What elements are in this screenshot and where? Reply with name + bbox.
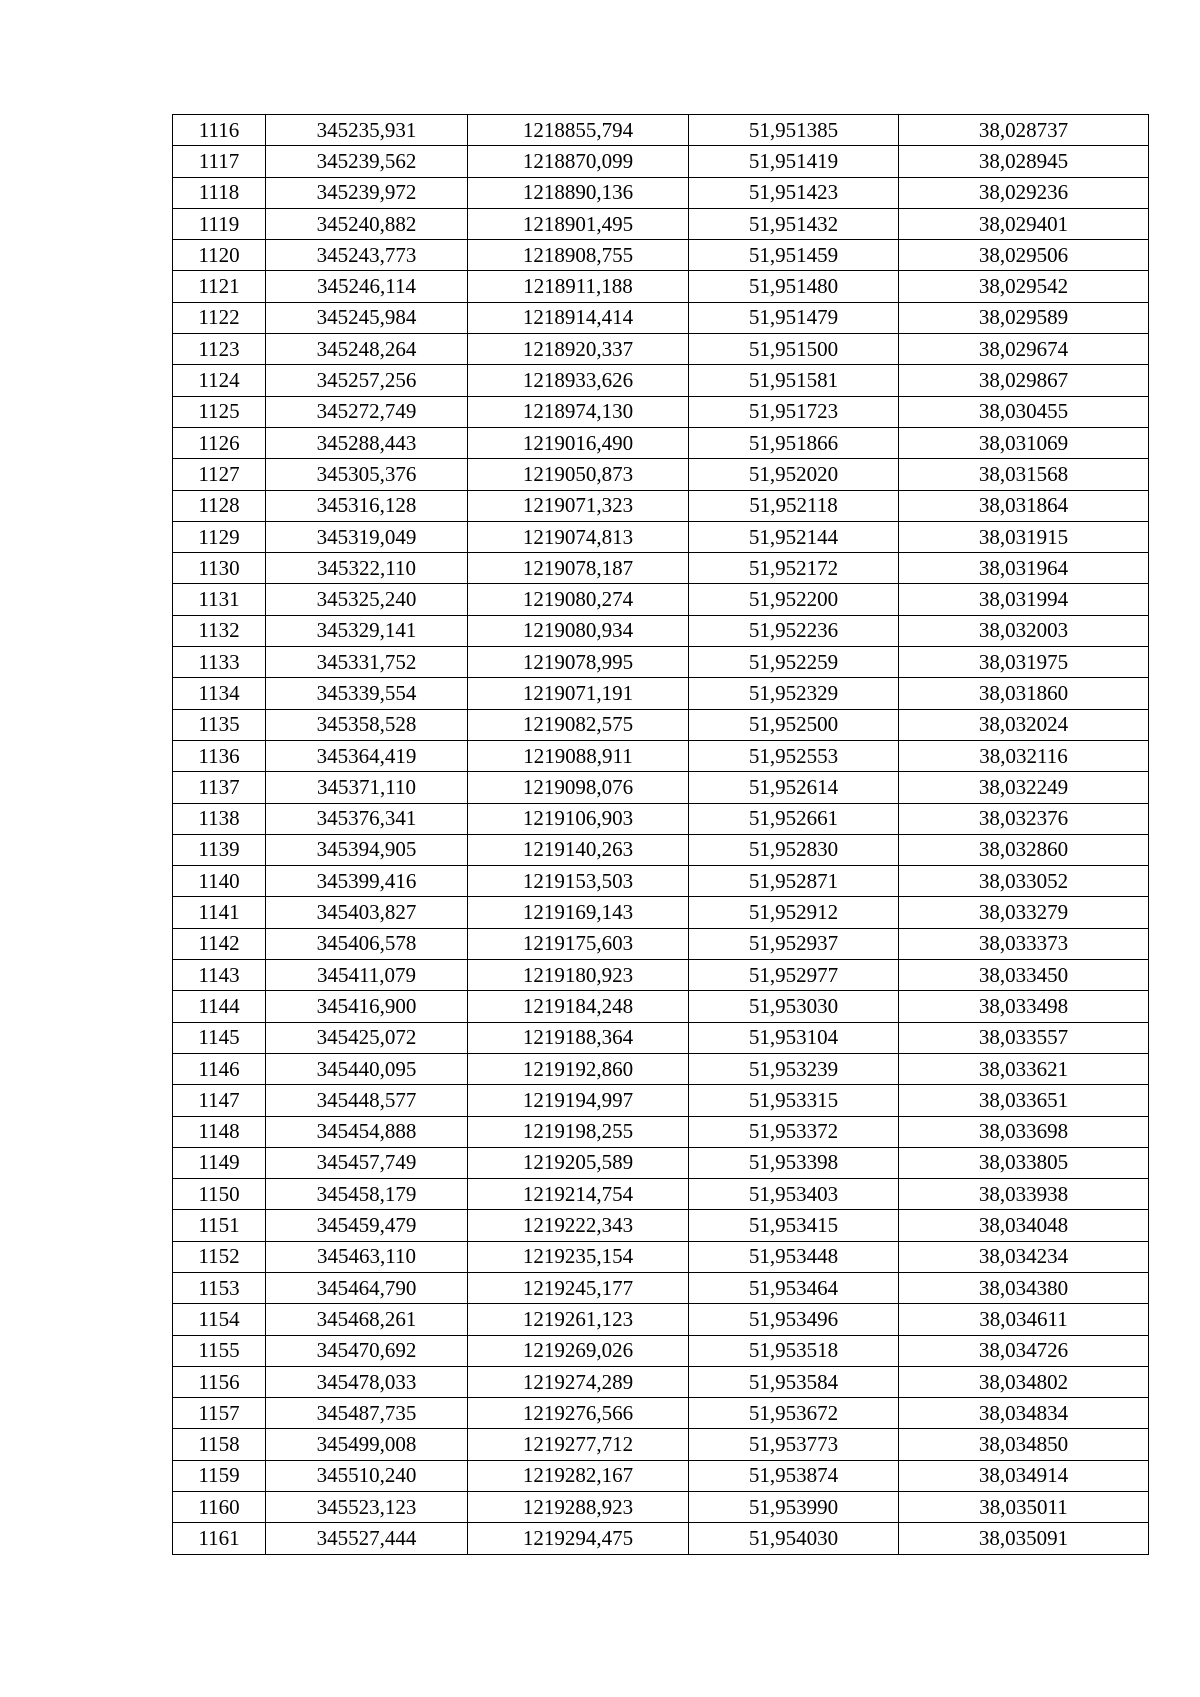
point-number-cell: 1131 xyxy=(173,584,266,615)
longitude-cell: 38,033651 xyxy=(899,1085,1149,1116)
table-row xyxy=(173,1241,1149,1272)
table-row xyxy=(173,834,1149,865)
table-row xyxy=(173,521,1149,552)
point-number-cell: 1147 xyxy=(173,1085,266,1116)
y-coordinate-cell: 1219222,343 xyxy=(468,1210,689,1241)
y-coordinate-cell: 1219277,712 xyxy=(468,1429,689,1460)
y-coordinate-cell: 1219261,123 xyxy=(468,1304,689,1335)
table-row xyxy=(173,1053,1149,1084)
table-row xyxy=(173,1398,1149,1429)
x-coordinate-cell: 345329,141 xyxy=(266,615,468,646)
longitude-cell: 38,034834 xyxy=(899,1398,1149,1429)
coordinates-table-body xyxy=(173,115,1149,1555)
x-coordinate-cell: 345406,578 xyxy=(266,928,468,959)
longitude-cell: 38,032376 xyxy=(899,803,1149,834)
x-coordinate-cell: 345499,008 xyxy=(266,1429,468,1460)
latitude-cell: 51,951480 xyxy=(689,271,899,302)
latitude-cell: 51,951423 xyxy=(689,177,899,208)
latitude-cell: 51,951385 xyxy=(689,115,899,146)
longitude-cell: 38,031915 xyxy=(899,521,1149,552)
point-number-cell: 1139 xyxy=(173,834,266,865)
x-coordinate-cell: 345331,752 xyxy=(266,647,468,678)
point-number-cell: 1124 xyxy=(173,365,266,396)
table-row xyxy=(173,1116,1149,1147)
point-number-cell: 1122 xyxy=(173,302,266,333)
x-coordinate-cell: 345339,554 xyxy=(266,678,468,709)
point-number-cell: 1121 xyxy=(173,271,266,302)
longitude-cell: 38,031994 xyxy=(899,584,1149,615)
longitude-cell: 38,034611 xyxy=(899,1304,1149,1335)
table-row xyxy=(173,1085,1149,1116)
x-coordinate-cell: 345459,479 xyxy=(266,1210,468,1241)
longitude-cell: 38,031860 xyxy=(899,678,1149,709)
y-coordinate-cell: 1219214,754 xyxy=(468,1179,689,1210)
x-coordinate-cell: 345325,240 xyxy=(266,584,468,615)
x-coordinate-cell: 345523,123 xyxy=(266,1492,468,1523)
longitude-cell: 38,029236 xyxy=(899,177,1149,208)
x-coordinate-cell: 345399,416 xyxy=(266,866,468,897)
longitude-cell: 38,032249 xyxy=(899,772,1149,803)
y-coordinate-cell: 1219245,177 xyxy=(468,1272,689,1303)
latitude-cell: 51,951723 xyxy=(689,396,899,427)
y-coordinate-cell: 1218890,136 xyxy=(468,177,689,208)
longitude-cell: 38,029674 xyxy=(899,334,1149,365)
point-number-cell: 1134 xyxy=(173,678,266,709)
longitude-cell: 38,034850 xyxy=(899,1429,1149,1460)
x-coordinate-cell: 345527,444 xyxy=(266,1523,468,1554)
x-coordinate-cell: 345319,049 xyxy=(266,521,468,552)
y-coordinate-cell: 1219194,997 xyxy=(468,1085,689,1116)
table-row xyxy=(173,1147,1149,1178)
y-coordinate-cell: 1218911,188 xyxy=(468,271,689,302)
y-coordinate-cell: 1219288,923 xyxy=(468,1492,689,1523)
latitude-cell: 51,952614 xyxy=(689,772,899,803)
y-coordinate-cell: 1219098,076 xyxy=(468,772,689,803)
longitude-cell: 38,033621 xyxy=(899,1053,1149,1084)
x-coordinate-cell: 345239,972 xyxy=(266,177,468,208)
point-number-cell: 1143 xyxy=(173,960,266,991)
point-number-cell: 1128 xyxy=(173,490,266,521)
latitude-cell: 51,952236 xyxy=(689,615,899,646)
x-coordinate-cell: 345358,528 xyxy=(266,709,468,740)
longitude-cell: 38,029589 xyxy=(899,302,1149,333)
point-number-cell: 1123 xyxy=(173,334,266,365)
latitude-cell: 51,951500 xyxy=(689,334,899,365)
point-number-cell: 1142 xyxy=(173,928,266,959)
table-row xyxy=(173,584,1149,615)
longitude-cell: 38,031864 xyxy=(899,490,1149,521)
latitude-cell: 51,953415 xyxy=(689,1210,899,1241)
table-row xyxy=(173,271,1149,302)
latitude-cell: 51,951459 xyxy=(689,240,899,271)
latitude-cell: 51,953990 xyxy=(689,1492,899,1523)
table-row xyxy=(173,615,1149,646)
longitude-cell: 38,034380 xyxy=(899,1272,1149,1303)
x-coordinate-cell: 345239,562 xyxy=(266,146,468,177)
y-coordinate-cell: 1218914,414 xyxy=(468,302,689,333)
latitude-cell: 51,953372 xyxy=(689,1116,899,1147)
point-number-cell: 1149 xyxy=(173,1147,266,1178)
longitude-cell: 38,032024 xyxy=(899,709,1149,740)
latitude-cell: 51,954030 xyxy=(689,1523,899,1554)
y-coordinate-cell: 1219082,575 xyxy=(468,709,689,740)
x-coordinate-cell: 345364,419 xyxy=(266,740,468,771)
y-coordinate-cell: 1219205,589 xyxy=(468,1147,689,1178)
x-coordinate-cell: 345416,900 xyxy=(266,991,468,1022)
latitude-cell: 51,953874 xyxy=(689,1460,899,1491)
y-coordinate-cell: 1219078,995 xyxy=(468,647,689,678)
latitude-cell: 51,952553 xyxy=(689,740,899,771)
table-row xyxy=(173,1492,1149,1523)
table-row xyxy=(173,177,1149,208)
y-coordinate-cell: 1219180,923 xyxy=(468,960,689,991)
latitude-cell: 51,953773 xyxy=(689,1429,899,1460)
y-coordinate-cell: 1219074,813 xyxy=(468,521,689,552)
point-number-cell: 1150 xyxy=(173,1179,266,1210)
point-number-cell: 1160 xyxy=(173,1492,266,1523)
y-coordinate-cell: 1219140,263 xyxy=(468,834,689,865)
x-coordinate-cell: 345394,905 xyxy=(266,834,468,865)
y-coordinate-cell: 1218870,099 xyxy=(468,146,689,177)
table-row xyxy=(173,709,1149,740)
y-coordinate-cell: 1219184,248 xyxy=(468,991,689,1022)
y-coordinate-cell: 1218933,626 xyxy=(468,365,689,396)
x-coordinate-cell: 345411,079 xyxy=(266,960,468,991)
x-coordinate-cell: 345305,376 xyxy=(266,459,468,490)
y-coordinate-cell: 1219192,860 xyxy=(468,1053,689,1084)
latitude-cell: 51,952912 xyxy=(689,897,899,928)
table-row xyxy=(173,647,1149,678)
longitude-cell: 38,031975 xyxy=(899,647,1149,678)
longitude-cell: 38,034048 xyxy=(899,1210,1149,1241)
longitude-cell: 38,028945 xyxy=(899,146,1149,177)
table-row xyxy=(173,960,1149,991)
table-row xyxy=(173,1022,1149,1053)
y-coordinate-cell: 1218974,130 xyxy=(468,396,689,427)
point-number-cell: 1118 xyxy=(173,177,266,208)
x-coordinate-cell: 345478,033 xyxy=(266,1366,468,1397)
longitude-cell: 38,028737 xyxy=(899,115,1149,146)
point-number-cell: 1157 xyxy=(173,1398,266,1429)
x-coordinate-cell: 345425,072 xyxy=(266,1022,468,1053)
point-number-cell: 1146 xyxy=(173,1053,266,1084)
longitude-cell: 38,032860 xyxy=(899,834,1149,865)
table-row xyxy=(173,866,1149,897)
y-coordinate-cell: 1219198,255 xyxy=(468,1116,689,1147)
latitude-cell: 51,952144 xyxy=(689,521,899,552)
table-row xyxy=(173,928,1149,959)
y-coordinate-cell: 1219294,475 xyxy=(468,1523,689,1554)
table-row xyxy=(173,302,1149,333)
latitude-cell: 51,952871 xyxy=(689,866,899,897)
latitude-cell: 51,952329 xyxy=(689,678,899,709)
point-number-cell: 1129 xyxy=(173,521,266,552)
table-row xyxy=(173,991,1149,1022)
point-number-cell: 1144 xyxy=(173,991,266,1022)
longitude-cell: 38,031964 xyxy=(899,553,1149,584)
point-number-cell: 1153 xyxy=(173,1272,266,1303)
x-coordinate-cell: 345316,128 xyxy=(266,490,468,521)
x-coordinate-cell: 345245,984 xyxy=(266,302,468,333)
latitude-cell: 51,953518 xyxy=(689,1335,899,1366)
x-coordinate-cell: 345235,931 xyxy=(266,115,468,146)
latitude-cell: 51,952977 xyxy=(689,960,899,991)
point-number-cell: 1152 xyxy=(173,1241,266,1272)
x-coordinate-cell: 345257,256 xyxy=(266,365,468,396)
y-coordinate-cell: 1219080,934 xyxy=(468,615,689,646)
table-row xyxy=(173,1366,1149,1397)
x-coordinate-cell: 345288,443 xyxy=(266,427,468,458)
latitude-cell: 51,953104 xyxy=(689,1022,899,1053)
point-number-cell: 1137 xyxy=(173,772,266,803)
point-number-cell: 1158 xyxy=(173,1429,266,1460)
point-number-cell: 1145 xyxy=(173,1022,266,1053)
table-row xyxy=(173,427,1149,458)
point-number-cell: 1125 xyxy=(173,396,266,427)
longitude-cell: 38,029401 xyxy=(899,208,1149,239)
x-coordinate-cell: 345470,692 xyxy=(266,1335,468,1366)
latitude-cell: 51,952937 xyxy=(689,928,899,959)
x-coordinate-cell: 345322,110 xyxy=(266,553,468,584)
y-coordinate-cell: 1219106,903 xyxy=(468,803,689,834)
latitude-cell: 51,953030 xyxy=(689,991,899,1022)
longitude-cell: 38,033498 xyxy=(899,991,1149,1022)
latitude-cell: 51,953672 xyxy=(689,1398,899,1429)
longitude-cell: 38,035091 xyxy=(899,1523,1149,1554)
table-row xyxy=(173,334,1149,365)
y-coordinate-cell: 1219071,323 xyxy=(468,490,689,521)
latitude-cell: 51,951581 xyxy=(689,365,899,396)
point-number-cell: 1138 xyxy=(173,803,266,834)
table-row xyxy=(173,803,1149,834)
table-row xyxy=(173,1335,1149,1366)
table-row xyxy=(173,553,1149,584)
x-coordinate-cell: 345243,773 xyxy=(266,240,468,271)
table-row xyxy=(173,1523,1149,1554)
x-coordinate-cell: 345487,735 xyxy=(266,1398,468,1429)
coordinates-table xyxy=(172,114,1149,1555)
x-coordinate-cell: 345248,264 xyxy=(266,334,468,365)
table-row xyxy=(173,897,1149,928)
y-coordinate-cell: 1219188,364 xyxy=(468,1022,689,1053)
longitude-cell: 38,033450 xyxy=(899,960,1149,991)
point-number-cell: 1140 xyxy=(173,866,266,897)
longitude-cell: 38,033698 xyxy=(899,1116,1149,1147)
y-coordinate-cell: 1219088,911 xyxy=(468,740,689,771)
point-number-cell: 1135 xyxy=(173,709,266,740)
table-row xyxy=(173,1304,1149,1335)
latitude-cell: 51,953496 xyxy=(689,1304,899,1335)
table-row xyxy=(173,1210,1149,1241)
table-row xyxy=(173,208,1149,239)
y-coordinate-cell: 1219071,191 xyxy=(468,678,689,709)
table-row xyxy=(173,1429,1149,1460)
latitude-cell: 51,952259 xyxy=(689,647,899,678)
latitude-cell: 51,951479 xyxy=(689,302,899,333)
y-coordinate-cell: 1219175,603 xyxy=(468,928,689,959)
latitude-cell: 51,952830 xyxy=(689,834,899,865)
x-coordinate-cell: 345464,790 xyxy=(266,1272,468,1303)
latitude-cell: 51,952020 xyxy=(689,459,899,490)
longitude-cell: 38,032116 xyxy=(899,740,1149,771)
point-number-cell: 1119 xyxy=(173,208,266,239)
y-coordinate-cell: 1218920,337 xyxy=(468,334,689,365)
point-number-cell: 1156 xyxy=(173,1366,266,1397)
latitude-cell: 51,952500 xyxy=(689,709,899,740)
longitude-cell: 38,029506 xyxy=(899,240,1149,271)
latitude-cell: 51,953448 xyxy=(689,1241,899,1272)
x-coordinate-cell: 345376,341 xyxy=(266,803,468,834)
x-coordinate-cell: 345458,179 xyxy=(266,1179,468,1210)
table-row xyxy=(173,678,1149,709)
x-coordinate-cell: 345448,577 xyxy=(266,1085,468,1116)
latitude-cell: 51,952200 xyxy=(689,584,899,615)
point-number-cell: 1133 xyxy=(173,647,266,678)
longitude-cell: 38,033805 xyxy=(899,1147,1149,1178)
longitude-cell: 38,032003 xyxy=(899,615,1149,646)
point-number-cell: 1127 xyxy=(173,459,266,490)
table-row xyxy=(173,115,1149,146)
x-coordinate-cell: 345272,749 xyxy=(266,396,468,427)
x-coordinate-cell: 345246,114 xyxy=(266,271,468,302)
table-row xyxy=(173,240,1149,271)
table-row xyxy=(173,1179,1149,1210)
point-number-cell: 1141 xyxy=(173,897,266,928)
latitude-cell: 51,953403 xyxy=(689,1179,899,1210)
latitude-cell: 51,952118 xyxy=(689,490,899,521)
point-number-cell: 1161 xyxy=(173,1523,266,1554)
x-coordinate-cell: 345371,110 xyxy=(266,772,468,803)
x-coordinate-cell: 345463,110 xyxy=(266,1241,468,1272)
longitude-cell: 38,031069 xyxy=(899,427,1149,458)
table-row xyxy=(173,1460,1149,1491)
point-number-cell: 1151 xyxy=(173,1210,266,1241)
latitude-cell: 51,952661 xyxy=(689,803,899,834)
x-coordinate-cell: 345440,095 xyxy=(266,1053,468,1084)
point-number-cell: 1159 xyxy=(173,1460,266,1491)
y-coordinate-cell: 1219276,566 xyxy=(468,1398,689,1429)
table-row xyxy=(173,772,1149,803)
longitude-cell: 38,033279 xyxy=(899,897,1149,928)
latitude-cell: 51,952172 xyxy=(689,553,899,584)
x-coordinate-cell: 345468,261 xyxy=(266,1304,468,1335)
point-number-cell: 1126 xyxy=(173,427,266,458)
table-row xyxy=(173,459,1149,490)
point-number-cell: 1155 xyxy=(173,1335,266,1366)
latitude-cell: 51,953398 xyxy=(689,1147,899,1178)
longitude-cell: 38,034234 xyxy=(899,1241,1149,1272)
table-row xyxy=(173,1272,1149,1303)
table-row xyxy=(173,396,1149,427)
table-row xyxy=(173,365,1149,396)
longitude-cell: 38,034802 xyxy=(899,1366,1149,1397)
y-coordinate-cell: 1219282,167 xyxy=(468,1460,689,1491)
y-coordinate-cell: 1219169,143 xyxy=(468,897,689,928)
x-coordinate-cell: 345240,882 xyxy=(266,208,468,239)
point-number-cell: 1148 xyxy=(173,1116,266,1147)
latitude-cell: 51,951866 xyxy=(689,427,899,458)
y-coordinate-cell: 1219269,026 xyxy=(468,1335,689,1366)
point-number-cell: 1116 xyxy=(173,115,266,146)
longitude-cell: 38,033052 xyxy=(899,866,1149,897)
point-number-cell: 1117 xyxy=(173,146,266,177)
longitude-cell: 38,031568 xyxy=(899,459,1149,490)
x-coordinate-cell: 345510,240 xyxy=(266,1460,468,1491)
longitude-cell: 38,030455 xyxy=(899,396,1149,427)
longitude-cell: 38,033557 xyxy=(899,1022,1149,1053)
x-coordinate-cell: 345403,827 xyxy=(266,897,468,928)
table-row xyxy=(173,490,1149,521)
y-coordinate-cell: 1219235,154 xyxy=(468,1241,689,1272)
latitude-cell: 51,951432 xyxy=(689,208,899,239)
point-number-cell: 1130 xyxy=(173,553,266,584)
latitude-cell: 51,953464 xyxy=(689,1272,899,1303)
longitude-cell: 38,034726 xyxy=(899,1335,1149,1366)
x-coordinate-cell: 345454,888 xyxy=(266,1116,468,1147)
longitude-cell: 38,029867 xyxy=(899,365,1149,396)
y-coordinate-cell: 1219080,274 xyxy=(468,584,689,615)
latitude-cell: 51,951419 xyxy=(689,146,899,177)
x-coordinate-cell: 345457,749 xyxy=(266,1147,468,1178)
longitude-cell: 38,033373 xyxy=(899,928,1149,959)
point-number-cell: 1136 xyxy=(173,740,266,771)
longitude-cell: 38,035011 xyxy=(899,1492,1149,1523)
y-coordinate-cell: 1218908,755 xyxy=(468,240,689,271)
point-number-cell: 1154 xyxy=(173,1304,266,1335)
longitude-cell: 38,033938 xyxy=(899,1179,1149,1210)
y-coordinate-cell: 1219153,503 xyxy=(468,866,689,897)
longitude-cell: 38,029542 xyxy=(899,271,1149,302)
latitude-cell: 51,953239 xyxy=(689,1053,899,1084)
y-coordinate-cell: 1219016,490 xyxy=(468,427,689,458)
point-number-cell: 1120 xyxy=(173,240,266,271)
latitude-cell: 51,953315 xyxy=(689,1085,899,1116)
y-coordinate-cell: 1219078,187 xyxy=(468,553,689,584)
point-number-cell: 1132 xyxy=(173,615,266,646)
y-coordinate-cell: 1218855,794 xyxy=(468,115,689,146)
table-row xyxy=(173,740,1149,771)
y-coordinate-cell: 1218901,495 xyxy=(468,208,689,239)
table-row xyxy=(173,146,1149,177)
y-coordinate-cell: 1219274,289 xyxy=(468,1366,689,1397)
latitude-cell: 51,953584 xyxy=(689,1366,899,1397)
longitude-cell: 38,034914 xyxy=(899,1460,1149,1491)
y-coordinate-cell: 1219050,873 xyxy=(468,459,689,490)
